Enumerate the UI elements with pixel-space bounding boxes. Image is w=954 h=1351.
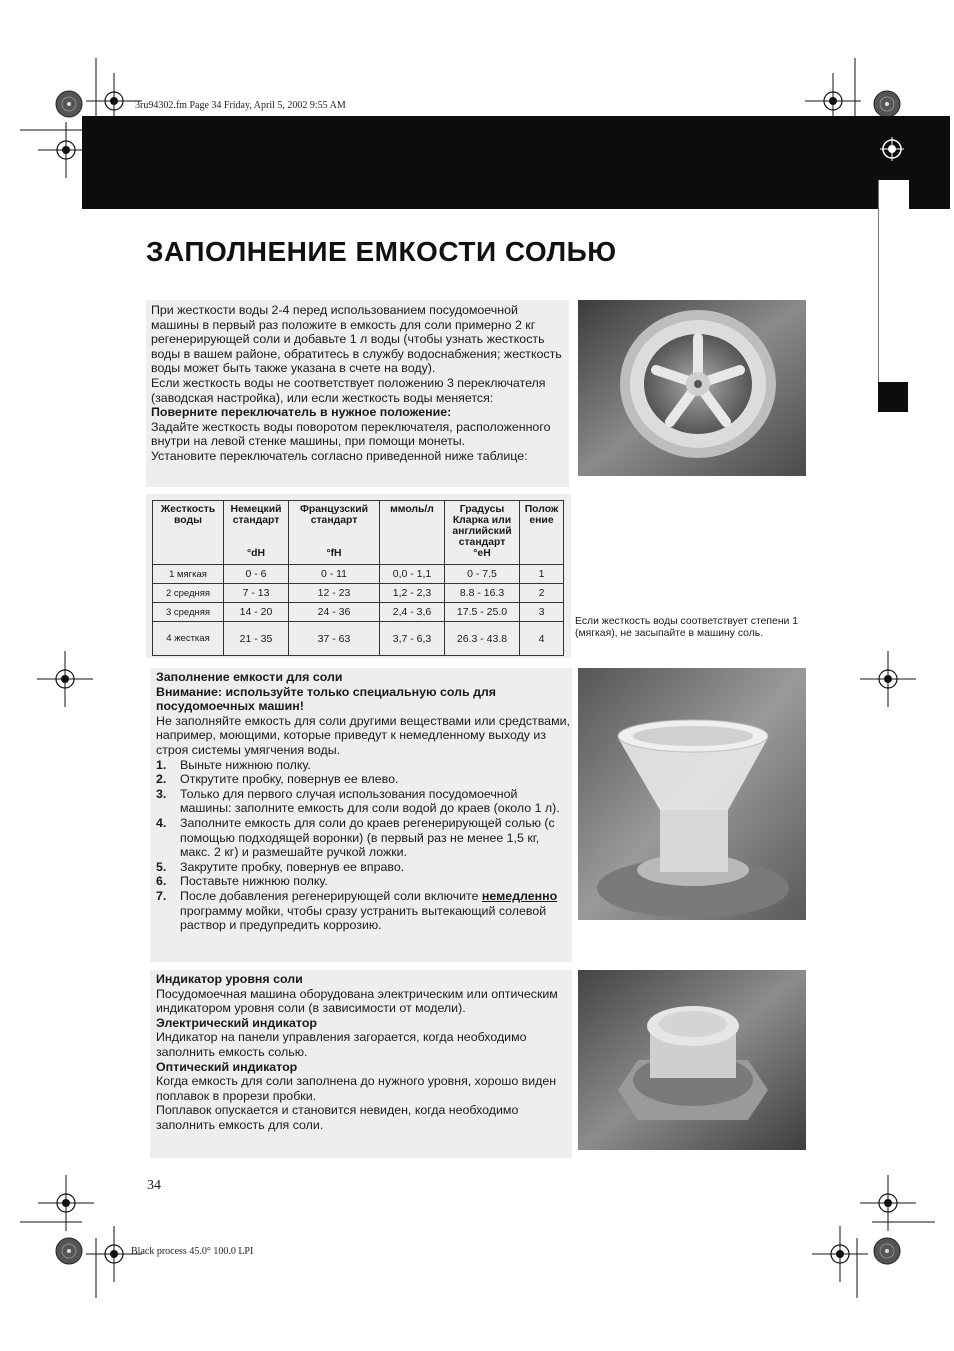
- table-header: Жесткость воды: [153, 501, 224, 565]
- table-cell: 1,2 - 2,3: [380, 584, 445, 603]
- side-note: Если жесткость воды соответствует степени 1 (мягкая), не засыпайте в машину соль.: [575, 616, 799, 640]
- side-tab-marker: [878, 382, 908, 412]
- intro-paragraph-4: Установите переключатель согласно приведенной ниже таблице:: [151, 448, 528, 463]
- page-number: 34: [147, 1178, 161, 1193]
- table-cell: 2: [520, 584, 564, 603]
- table-cell: 37 - 63: [289, 622, 380, 656]
- filling-steps: [156, 758, 572, 933]
- electric-heading: Электрический индикатор: [156, 1015, 317, 1030]
- table-cell: 26.3 - 43.8: [445, 622, 520, 656]
- optical-text-1: Когда емкость для соли заполнена до нужного уровня, хорошо виден поплавок в прорези пробки.: [156, 1074, 557, 1103]
- filling-text: Не заполняйте емкость для соли другими веществами или средствами, например, моющими, которые приведут к немедленному выходу из строя системы умягчения воды.: [156, 713, 570, 757]
- file-info: 3ru94302.fm Page 34 Friday, April 5, 2002 9:55 AM: [135, 100, 346, 111]
- table-row: [153, 622, 564, 656]
- optical-text-2: Поплавок опускается и становится невиден, когда необходимо заполнить емкость для соли.: [156, 1103, 519, 1132]
- intro-section: [146, 300, 569, 487]
- table-header: Градусы Кларка или английский стандарт °eH: [445, 501, 520, 565]
- table-cell: 3: [520, 603, 564, 622]
- table-header: Полож ение: [520, 501, 564, 565]
- table-cell: 0 - 6: [224, 565, 289, 584]
- footer-info: Black process 45.0° 100.0 LPI: [131, 1246, 254, 1257]
- table-header: Французский стандарт °fH: [289, 501, 380, 565]
- table-cell: 1: [520, 565, 564, 584]
- table-row: [153, 584, 564, 603]
- indicator-heading: Индикатор уровня соли: [156, 972, 303, 986]
- table-header: ммоль/л: [380, 501, 445, 565]
- table-cell: 0 - 7.5: [445, 565, 520, 584]
- intro-paragraph-2: Если жесткость воды не соответствует положению 3 переключателя (заводская настройка), или если жесткость воды меняется:: [151, 375, 546, 405]
- table-cell: 1 мягкая: [153, 565, 224, 584]
- table-row: [153, 603, 564, 622]
- table-cell: 12 - 23: [289, 584, 380, 603]
- registration-mark-white: [880, 137, 904, 161]
- table-cell: 0,0 - 1,1: [380, 565, 445, 584]
- intro-paragraph-3: Задайте жесткость воды поворотом переключателя, расположенного внутри на левой стенке машины, при помощи монеты.: [151, 419, 551, 449]
- salt-container-photo: [578, 300, 806, 476]
- table-cell: 24 - 36: [289, 603, 380, 622]
- step-item: 7. После добавления регенерирующей соли включите немедленно программу мойки, чтобы сразу устранить вытекающий солевой раствор и предупредить коррозию.: [156, 888, 558, 933]
- table-cell: 7 - 13: [224, 584, 289, 603]
- table-cell: 0 - 11: [289, 565, 380, 584]
- electric-text: Индикатор на панели управления загорается, когда необходимо заполнить емкость солью.: [156, 1030, 527, 1059]
- step-item: 5. Закрутите пробку, повернув ее вправо.: [156, 859, 405, 874]
- intro-bold: Поверните переключатель в нужное положение:: [151, 405, 452, 420]
- step-item: 1. Выньте нижнюю полку.: [156, 757, 311, 772]
- table-cell: 2 средняя: [153, 584, 224, 603]
- hardness-table: [152, 500, 564, 656]
- table-cell: 14 - 20: [224, 603, 289, 622]
- filling-heading: Заполнение емкости для соли: [156, 670, 343, 684]
- funnel-photo: [578, 668, 806, 920]
- salt-cap-photo: [578, 970, 806, 1150]
- table-cell: 4: [520, 622, 564, 656]
- side-tab: [878, 180, 909, 412]
- table-header: Немецкий стандарт °dH: [224, 501, 289, 565]
- filling-section: [150, 668, 572, 962]
- header-bar: [82, 116, 950, 209]
- table-cell: 3,7 - 6,3: [380, 622, 445, 656]
- intro-paragraph-1: При жесткости воды 2-4 перед использованием посудомоечной машины в первый раз положите в емкость для соли примерно 2 кг регенерирующей соли и добавьте 1 л воды (чтобы узнать жесткость воды в вашем районе, обратитесь в службу водоснабжения; жесткость воды может быть также указана в счете на воду).: [151, 303, 562, 376]
- table-cell: 2,4 - 3,6: [380, 603, 445, 622]
- page-title: ЗАПОЛНЕНИЕ ЕМКОСТИ СОЛЬЮ: [146, 236, 617, 267]
- table-cell: 21 - 35: [224, 622, 289, 656]
- table-cell: 8.8 - 16.3: [445, 584, 520, 603]
- hardness-table-section: [146, 494, 571, 658]
- table-cell: 4 жесткая: [153, 622, 224, 656]
- table-cell: 3 средняя: [153, 603, 224, 622]
- step-item: 4. Заполните емкость для соли до краев регенерирующей солью (с помощью подходящей воронки) (в первый раз не менее 1,5 кг, макс. 2 кг) и размешайте ручкой ложки.: [156, 815, 555, 860]
- step-item: 2. Открутите пробку, повернув ее влево.: [156, 772, 399, 787]
- table-cell: 17.5 - 25.0: [445, 603, 520, 622]
- table-row: [153, 565, 564, 584]
- step-item: 6. Поставьте нижнюю полку.: [156, 874, 328, 889]
- indicator-text: Посудомоечная машина оборудована электрическим или оптическим индикатором уровня соли (в зависимости от модели).: [156, 986, 558, 1016]
- optical-heading: Оптический индикатор: [156, 1059, 298, 1074]
- step-item: 3. Только для первого случая использования посудомоечной машины: заполните емкость для соли водой до краев (около 1 л).: [156, 786, 560, 816]
- filling-warning: Внимание: используйте только специальную соль для посудомоечных машин!: [156, 684, 497, 714]
- indicator-section: [150, 970, 572, 1158]
